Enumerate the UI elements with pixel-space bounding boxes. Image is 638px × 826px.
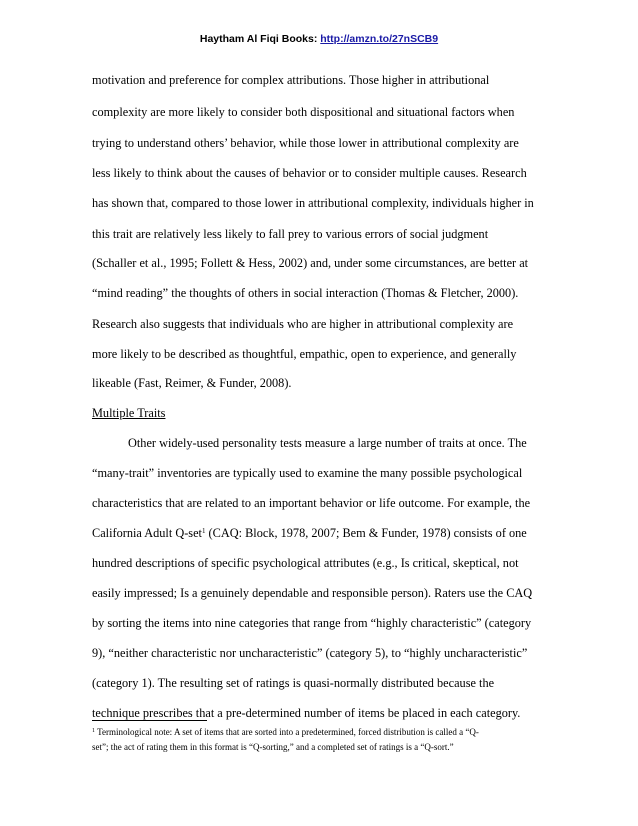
body-line: trying to understand others’ behavior, while those lower in attributional complexity are — [92, 136, 519, 150]
page-header — [0, 33, 638, 45]
body-line: this trait are relatively less likely to fall prey to various errors of social judgment — [92, 227, 489, 241]
section-line: easily impressed; Is a genuinely dependable and responsible person). Raters use the CAQ — [92, 586, 533, 600]
section-line: hundred descriptions of specific psychological attributes (e.g., Is critical, skeptical, not — [92, 556, 519, 570]
section-line-text: California Adult Q-set — [92, 526, 202, 540]
section-line: Other widely-used personality tests measure a large number of traits at once. The — [128, 436, 527, 450]
body-line: has shown that, compared to those lower in attributional complexity, individuals higher in — [92, 196, 534, 210]
footnote-reference[interactable]: 1 — [201, 527, 206, 535]
section-heading: Multiple Traits — [92, 406, 166, 420]
body-line: likeable (Fast, Reimer, & Funder, 2008). — [92, 376, 292, 390]
body-line: Research also suggests that individuals who are higher in attributional complexity are — [92, 317, 514, 331]
body-line: motivation and preference for complex attributions. Those higher in attributional — [92, 73, 490, 87]
footnote-line: set”; the act of rating them in this format is “Q-sorting,” and a completed set of ratings is a “Q-sort.” — [92, 742, 454, 752]
body-line: complexity are more likely to consider both dispositional and situational factors when — [92, 105, 515, 119]
section-line: “many-trait” inventories are typically used to examine the many possible psychological — [92, 466, 523, 480]
section-line: technique prescribes that a pre-determined number of items be placed in each category. — [92, 706, 521, 720]
footnote-marker: 1 — [92, 728, 95, 734]
section-line: 9), “neither characteristic nor uncharacteristic” (category 5), to “highly uncharacteristic” — [92, 646, 528, 660]
body-line: more likely to be described as thoughtful, empathic, open to experience, and generally — [92, 347, 517, 361]
footnote-line — [92, 726, 479, 738]
header-link[interactable]: http://amzn.to/27nSCB9 — [320, 33, 439, 45]
section-line: characteristics that are related to an important behavior or life outcome. For example, the — [92, 496, 531, 510]
section-line — [92, 526, 527, 541]
section-line: by sorting the items into nine categories that range from “highly characteristic” (category — [92, 616, 532, 630]
footnote-text: Terminological note: A set of items that are sorted into a predetermined, forced distribution is called a “Q- — [95, 727, 479, 737]
body-line: “mind reading” the thoughts of others in social interaction (Thomas & Fletcher, 2000). — [92, 286, 519, 300]
section-line: (category 1). The resulting set of ratings is quasi-normally distributed because the — [92, 676, 495, 690]
header-label: Haytham Al Fiqi Books: — [199, 33, 318, 45]
section-line-text: (CAQ: Block, 1978, 2007; Bem & Funder, 1978) consists of one — [205, 526, 527, 540]
body-line: (Schaller et al., 1995; Follett & Hess, 2002) and, under some circumstances, are better at — [92, 256, 529, 270]
footnote-divider — [92, 720, 207, 721]
body-line: less likely to think about the causes of behavior or to consider multiple causes. Research — [92, 166, 527, 180]
